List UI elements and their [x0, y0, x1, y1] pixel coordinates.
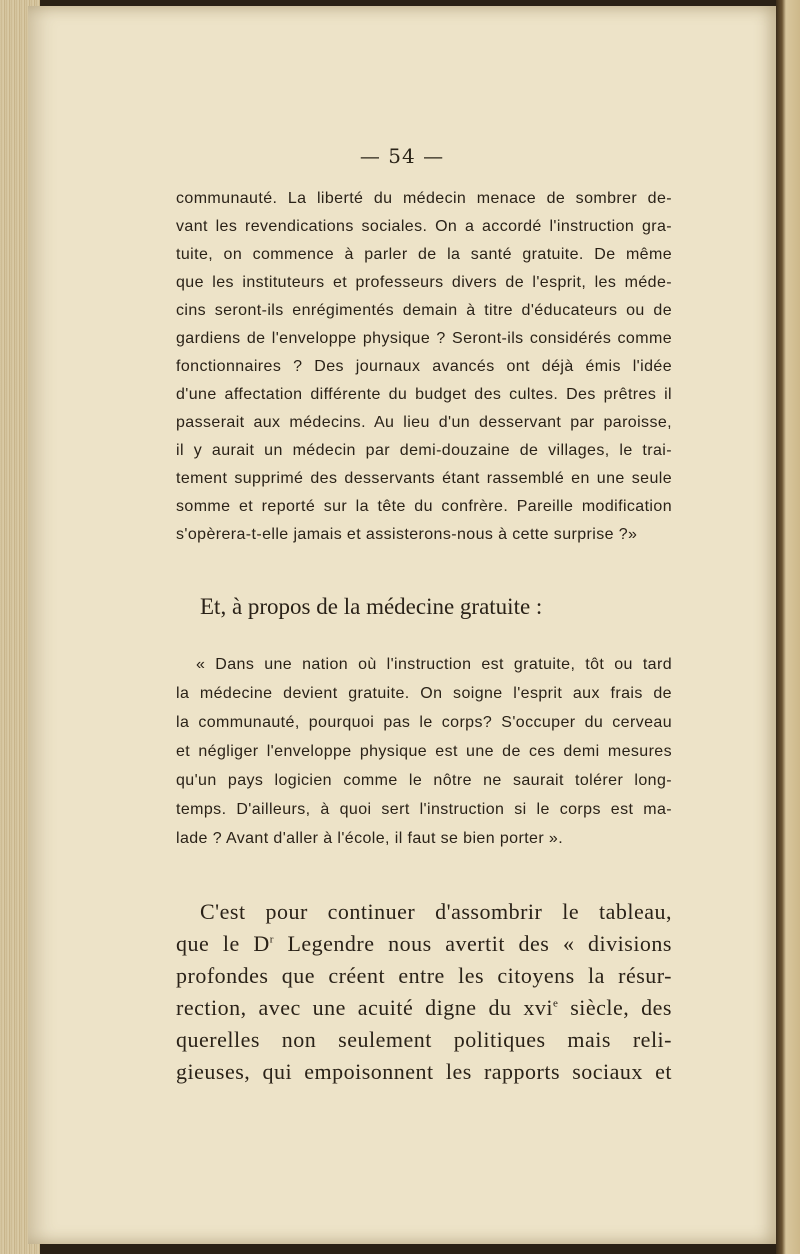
quote-line: la communauté, pourquoi pas le corps? S'occuper du cerveau: [176, 714, 672, 731]
page-number: — 54 —: [359, 144, 445, 168]
text-line: d'une affectation différente du budget des cultes. Des prêtres il: [176, 386, 672, 403]
text-line: fonctionnaires ? Des journaux avancés ont déjà émis l'idée: [176, 358, 672, 375]
text-line: tuite, on commence à parler de la santé gratuite. De même: [176, 246, 672, 263]
text-line: profondes que créent entre les citoyens la résur-: [176, 963, 672, 988]
text-line: passerait aux médecins. Au lieu d'un desservant par paroisse,: [176, 414, 672, 431]
text-line: gardiens de l'enveloppe physique ? Seront-ils considérés comme: [176, 330, 672, 347]
text-line: il y aurait un médecin par demi-douzaine de villages, le trai-: [176, 442, 672, 459]
text-line: communauté. La liberté du médecin menace de sombrer de-: [176, 190, 672, 207]
text-fragment: siècle, des: [558, 995, 672, 1020]
superscript: e: [552, 997, 559, 1010]
text-line: que les instituteurs et professeurs divers de l'esprit, les méde-: [176, 274, 672, 291]
quote-line: « Dans une nation où l'instruction est gratuite, tôt ou tard: [196, 656, 672, 673]
text-fragment: que le D: [176, 931, 270, 956]
binding-edge: [776, 0, 800, 1254]
quote-line: et négliger l'enveloppe physique est une de ces demi mesures: [176, 743, 672, 760]
quote-line: temps. D'ailleurs, à quoi sert l'instruction si le corps est ma-: [176, 801, 672, 818]
text-line: [176, 931, 672, 957]
page-sheet: [28, 6, 776, 1244]
quote-line: qu'un pays logicien comme le nôtre ne saurait tolérer long-: [176, 772, 672, 789]
text-line: s'opèrera-t-elle jamais et assisterons-nous à cette surprise ?»: [176, 526, 638, 543]
text-fragment: Legendre nous avertit des « divisions: [273, 931, 672, 956]
text-line: querelles non seulement politiques mais reli-: [176, 1027, 672, 1052]
text-fragment: rection, avec une acuité digne du xvi: [176, 995, 553, 1020]
text-line: cins seront-ils enrégimentés demain à titre d'éducateurs ou de: [176, 302, 672, 319]
section-heading: Et, à propos de la médecine gratuite :: [200, 594, 543, 619]
text-line: gieuses, qui empoisonnent les rapports sociaux et: [176, 1059, 672, 1084]
text-line: C'est pour continuer d'assombrir le tableau,: [200, 899, 672, 924]
text-line: tement supprimé des desservants étant rassemblé en une seule: [176, 470, 672, 487]
quote-line: lade ? Avant d'aller à l'école, il faut se bien porter ».: [176, 830, 564, 847]
quote-line: la médecine devient gratuite. On soigne l'esprit aux frais de: [176, 685, 672, 702]
text-line: vant les revendications sociales. On a accordé l'instruction gra-: [176, 218, 672, 235]
text-line: [176, 995, 672, 1021]
text-line: somme et reporté sur la tête du confrère. Pareille modification: [176, 498, 672, 515]
superscript: r: [269, 933, 274, 946]
